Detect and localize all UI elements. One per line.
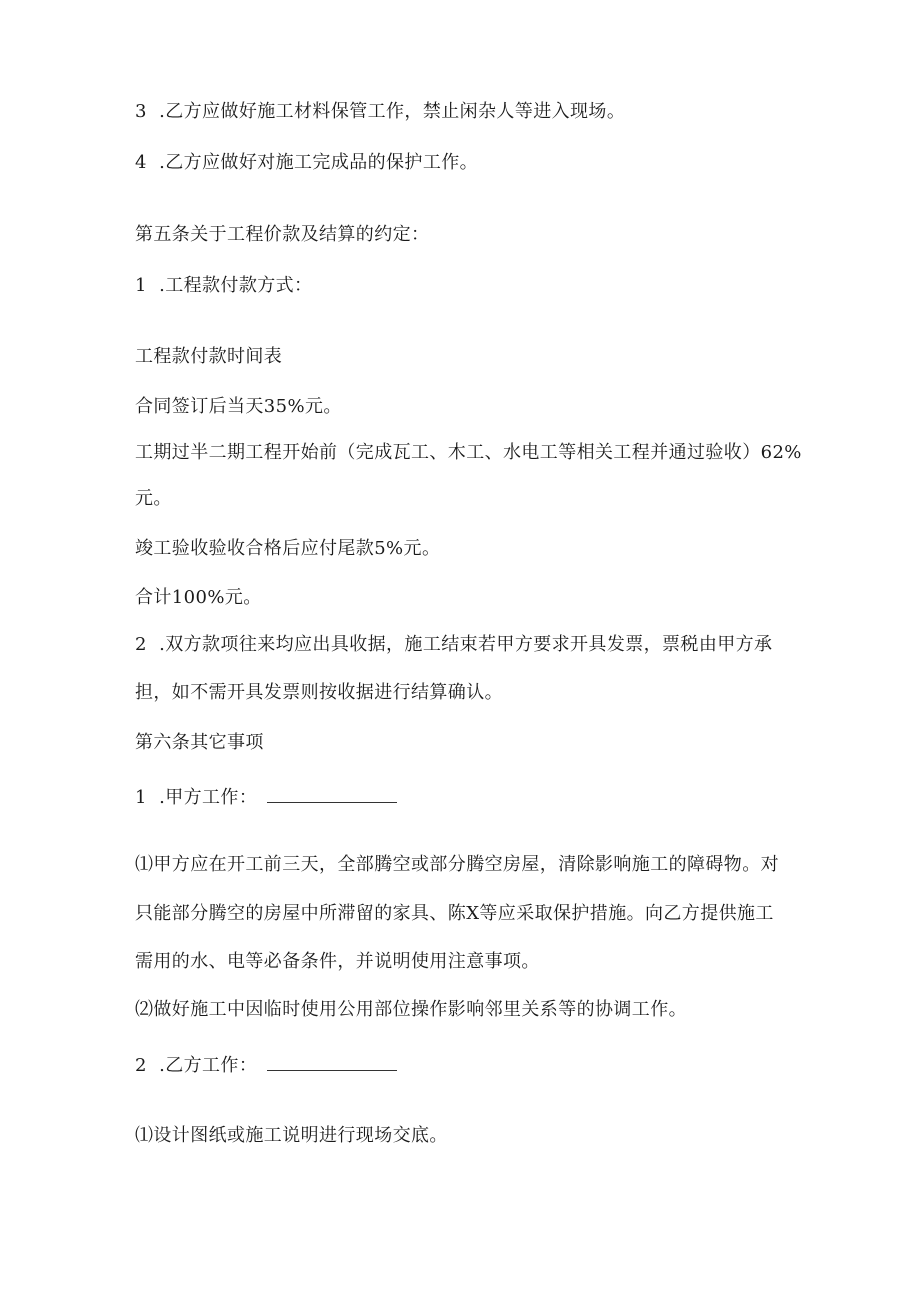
party-a-work-text: 1 .甲方工作： xyxy=(135,787,258,808)
clause-2-invoice-cont: 担，如不需开具发票则按收据进行结算确认。 xyxy=(135,682,503,703)
payment-schedule-title: 工程款付款时间表 xyxy=(135,346,283,367)
clause-3-materials: 3 .乙方应做好施工材料保管工作，禁止闲杂人等进入现场。 xyxy=(135,101,626,122)
party-b-blank-line xyxy=(267,1052,397,1071)
party-b-item-1: ⑴设计图纸或施工说明进行现场交底。 xyxy=(135,1125,448,1146)
party-b-work-label xyxy=(135,1052,397,1078)
article-5-heading: 第五条关于工程价款及结算的约定： xyxy=(135,224,430,245)
clause-2-invoice: 2 .双方款项往来均应出具收据，施工结束若甲方要求开具发票，票税由甲方承 xyxy=(135,634,773,655)
party-a-item-1-cont-2: 需用的水、电等必备条件，并说明使用注意事项。 xyxy=(135,951,540,972)
payment-item-signing: 合同签订后当天35%元。 xyxy=(135,396,342,417)
payment-method-label: 1 .工程款付款方式： xyxy=(135,275,313,296)
payment-total: 合计100%元。 xyxy=(135,587,262,608)
party-a-item-1: ⑴甲方应在开工前三天，全部腾空或部分腾空房屋，清除影响施工的障碍物。对 xyxy=(135,854,779,875)
party-a-item-2: ⑵做好施工中因临时使用公用部位操作影响邻里关系等的协调工作。 xyxy=(135,999,687,1020)
payment-item-final: 竣工验收验收合格后应付尾款5%元。 xyxy=(135,538,441,559)
payment-item-midterm-cont: 元。 xyxy=(135,488,172,509)
clause-4-protection: 4 .乙方应做好对施工完成品的保护工作。 xyxy=(135,152,479,173)
article-6-heading: 第六条其它事项 xyxy=(135,732,264,753)
payment-item-midterm: 工期过半二期工程开始前（完成瓦工、木工、水电工等相关工程并通过验收）62% xyxy=(135,442,802,463)
party-a-item-1-cont: 只能部分腾空的房屋中所滞留的家具、陈X等应采取保护措施。向乙方提供施工 xyxy=(135,903,774,924)
party-a-work-label xyxy=(135,784,397,810)
party-b-work-text: 2 .乙方工作： xyxy=(135,1055,258,1076)
party-a-blank-line xyxy=(267,784,397,803)
